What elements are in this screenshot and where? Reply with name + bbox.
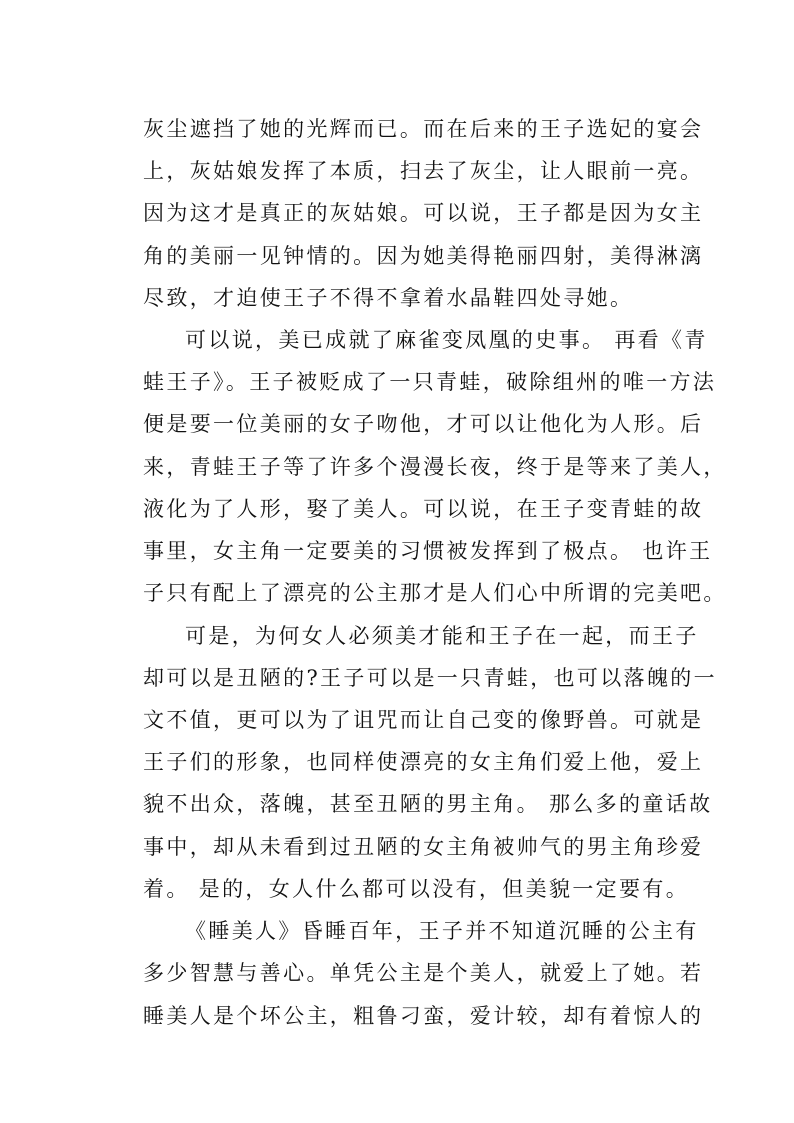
text-line: 因为这才是真正的灰姑娘。可以说，王子都是因为女主 — [143, 201, 704, 225]
paragraph-start-line: 《睡美人》昏睡百年，王子并不知道沉睡的公主有 — [185, 919, 699, 943]
paragraph-start-line: 可是，为何女人必须美才能和王子在一起，而王子 — [185, 624, 699, 648]
text-line: 着。 是的，女人什么都可以没有，但美貌一定要有。 — [143, 877, 690, 901]
text-line: 睡美人是个坏公主，粗鲁刁蛮，爱计较，却有着惊人的 — [143, 1004, 704, 1028]
text-line: 多少智慧与善心。单凭公主是个美人，就爱上了她。若 — [143, 961, 704, 985]
text-line: 来，青蛙王子等了许多个漫漫长夜，终于是等来了美人， — [143, 455, 727, 479]
text-line: 便是要一位美丽的女子吻他，才可以让他化为人形。后 — [143, 412, 704, 436]
text-line: 角的美丽一见钟情的。因为她美得艳丽四射，美得淋漓 — [143, 244, 704, 268]
paragraph-start-line: 可以说，美已成就了麻雀变凤凰的史事。 再看《青 — [185, 328, 708, 352]
text-line: 貌不出众，落魄，甚至丑陋的男主角。 那么多的童话故 — [143, 792, 713, 816]
text-line: 事中，却从未看到过丑陋的女主角被帅气的男主角珍爱 — [143, 835, 704, 859]
text-line: 尽致，才迫使王子不得不拿着水晶鞋四处寻她。 — [143, 286, 634, 310]
text-line: 子只有配上了漂亮的公主那才是人们心中所谓的完美吧。 — [143, 581, 727, 605]
text-line: 上，灰姑娘发挥了本质，扫去了灰尘，让人眼前一亮。 — [143, 159, 704, 183]
text-line: 王子们的形象，也同样使漂亮的女主角们爱上他，爱上 — [143, 750, 704, 774]
text-line: 却可以是丑陋的?王子可以是一只青蛙，也可以落魄的一 — [143, 666, 718, 690]
text-line: 文不值，更可以为了诅咒而让自己变的像野兽。可就是 — [143, 708, 704, 732]
text-line: 灰尘遮挡了她的光辉而已。而在后来的王子选妃的宴会 — [143, 117, 704, 141]
text-line: 蛙王子》。王子被贬成了一只青蛙，破除组州的唯一方法 — [143, 370, 717, 394]
text-line: 液化为了人形，娶了美人。可以说，在王子变青蛙的故 — [143, 497, 704, 521]
text-line: 事里，女主角一定要美的习惯被发挥到了极点。 也许王 — [143, 539, 713, 563]
